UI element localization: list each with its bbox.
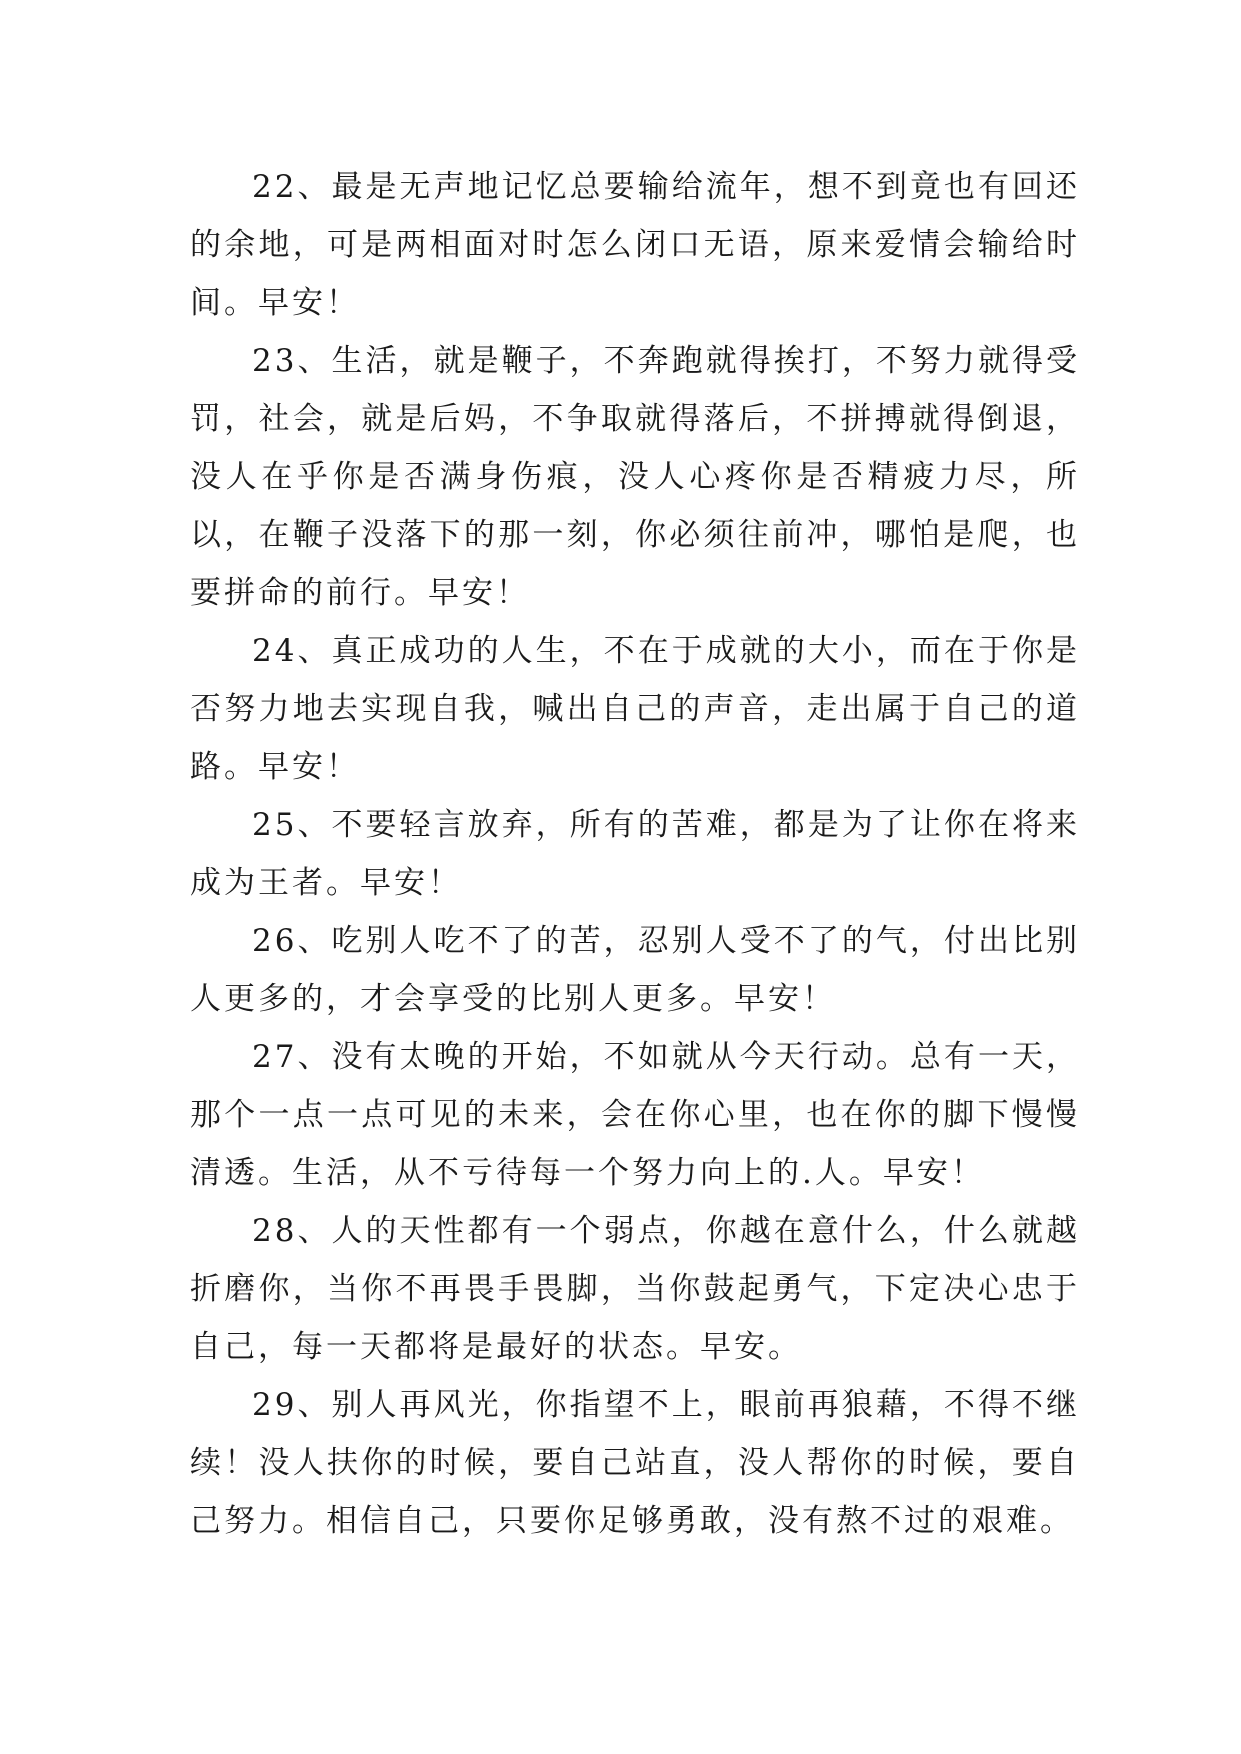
document-body bbox=[190, 158, 1080, 1550]
paragraph-27: 27、没有太晚的开始，不如就从今天行动。总有一天，那个一点一点可见的未来，会在你心里，也在你的脚下慢慢清透。生活，从不亏待每一个努力向上的.人。早安！ bbox=[190, 1039, 1080, 1191]
paragraph-26: 26、吃别人吃不了的苦，忍别人受不了的气，付出比别人更多的，才会享受的比别人更多。早安！ bbox=[190, 923, 1080, 1017]
paragraph-23: 23、生活，就是鞭子，不奔跑就得挨打，不努力就得受罚，社会，就是后妈，不争取就得落后，不拼搏就得倒退，没人在乎你是否满身伤痕，没人心疼你是否精疲力尽，所以，在鞭子没落下的那一刻，你必须往前冲，哪怕是爬，也要拼命的前行。早安！ bbox=[190, 343, 1080, 611]
paragraph-29: 29、别人再风光，你指望不上，眼前再狼藉，不得不继续！没人扶你的时候，要自己站直，没人帮你的时候，要自己努力。相信自己，只要你足够勇敢，没有熬不过的艰难。 bbox=[190, 1387, 1080, 1539]
paragraph-22: 22、最是无声地记忆总要输给流年，想不到竟也有回还的余地，可是两相面对时怎么闭口无语，原来爱情会输给时间。早安！ bbox=[190, 169, 1080, 321]
paragraph-24: 24、真正成功的人生，不在于成就的大小，而在于你是否努力地去实现自我，喊出自己的声音，走出属于自己的道路。早安！ bbox=[190, 633, 1080, 785]
paragraph-25: 25、不要轻言放弃，所有的苦难，都是为了让你在将来成为王者。早安！ bbox=[190, 807, 1080, 901]
paragraph-28: 28、人的天性都有一个弱点，你越在意什么，什么就越折磨你，当你不再畏手畏脚，当你鼓起勇气，下定决心忠于自己，每一天都将是最好的状态。早安。 bbox=[190, 1213, 1080, 1365]
